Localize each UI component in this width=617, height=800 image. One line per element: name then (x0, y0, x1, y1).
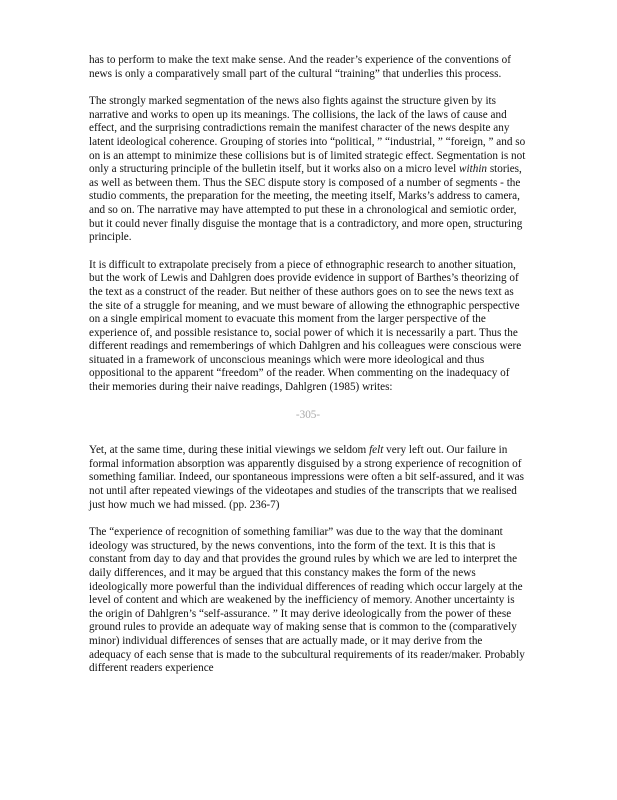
paragraph-text: It is difficult to extrapolate precisely from a piece of ethnographic research to another situation, but the work of Lewis and Dahlgren does provide evidence in support of Barthes’s theorizing of the text as a construct of the reader. But neither of these authors goes on to see the news text as the site of a struggle for meaning, and we must beware of allowing the ethnographic perspective on a single empirical moment to evacuate this moment from the larger perspective of the experience of, and possible resistance to, social power of which it is necessarily a part. Thus the different readings and rememberings of which Dahlgren and his colleagues were conscious were situated in a framework of unconscious meanings which were more ideological and thus oppositional to the apparent “freedom” of the reader. When commenting on the inadequacy of their memories during their naive readings, Dahlgren (1985) writes: (89, 258, 522, 394)
paragraph-5 (89, 526, 527, 676)
document-page (89, 54, 527, 690)
paragraph-1 (89, 54, 527, 81)
page-number: -305- (295, 408, 321, 421)
paragraph-3 (89, 259, 527, 395)
paragraph-text: stories, as well as between them. Thus the SEC dispute story is composed of a number of segments - the studio comments, the preparation for the meeting, the meeting itself, Marks’s address to camera, and so on. The narrative may have attempted to put these in a chronological and semiotic order, but it could never finally disguise the montage that is a contradictory, and more open, structuring principle. (89, 163, 523, 244)
block-quote (89, 444, 527, 512)
paragraph-text: The “experience of recognition of something familiar” was due to the way that the dominant ideology was structured, by the news conventions, into the form of the text. It is this that is constant from day to day and that provides the ground rules by which we are led to interpret the daily differences, and it may be argued that this constancy makes the form of the news ideologically more powerful than the individual differences of reading which occur largely at the level of content and which are weakened by the inefficiency of memory. Another uncertainty is the origin of Dahlgren’s “self-assurance. ” It may derive ideologically from the power of these ground rules to provide an adequate way of making sense that is common to the (comparatively minor) individual differences of senses that are actually made, or it may derive from the adequacy of each sense that is made to the subcultural requirements of its reader/maker. Probably different readers experience (89, 526, 525, 675)
italic-text: within (459, 163, 488, 176)
italic-text: felt (369, 444, 384, 457)
quote-text: Yet, at the same time, during these initial viewings we seldom (89, 444, 370, 457)
quote-text: very left out. Our failure in formal information absorption was apparently disguised by a strong experience of recognition of something familiar. Indeed, our spontaneous impressions were often a bit self-assured, and it was not until after repeated viewings of the videotapes and studies of the transcripts that we realised just how much we had missed. (pp. 236-7) (89, 444, 524, 511)
paragraph-2 (89, 95, 527, 245)
paragraph-text: The strongly marked segmentation of the news also fights against the structure given by its narrative and works to open up its meanings. The collisions, the lack of the laws of cause and effect, and the surprising contradictions remain the manifest character of the news despite any latent ideological coherence. Grouping of stories into “political, ” “industrial, ” “foreign, ” and so on is an attempt to minimize these collisions but is of limited strategic effect. Segmentation is not only a structuring principle of the bulletin itself, but it works also on a micro level (89, 95, 526, 176)
paragraph-text: has to perform to make the text make sense. And the reader’s experience of the conventions of news is only a comparatively small part of the cultural “training” that underlies this process. (89, 54, 511, 80)
